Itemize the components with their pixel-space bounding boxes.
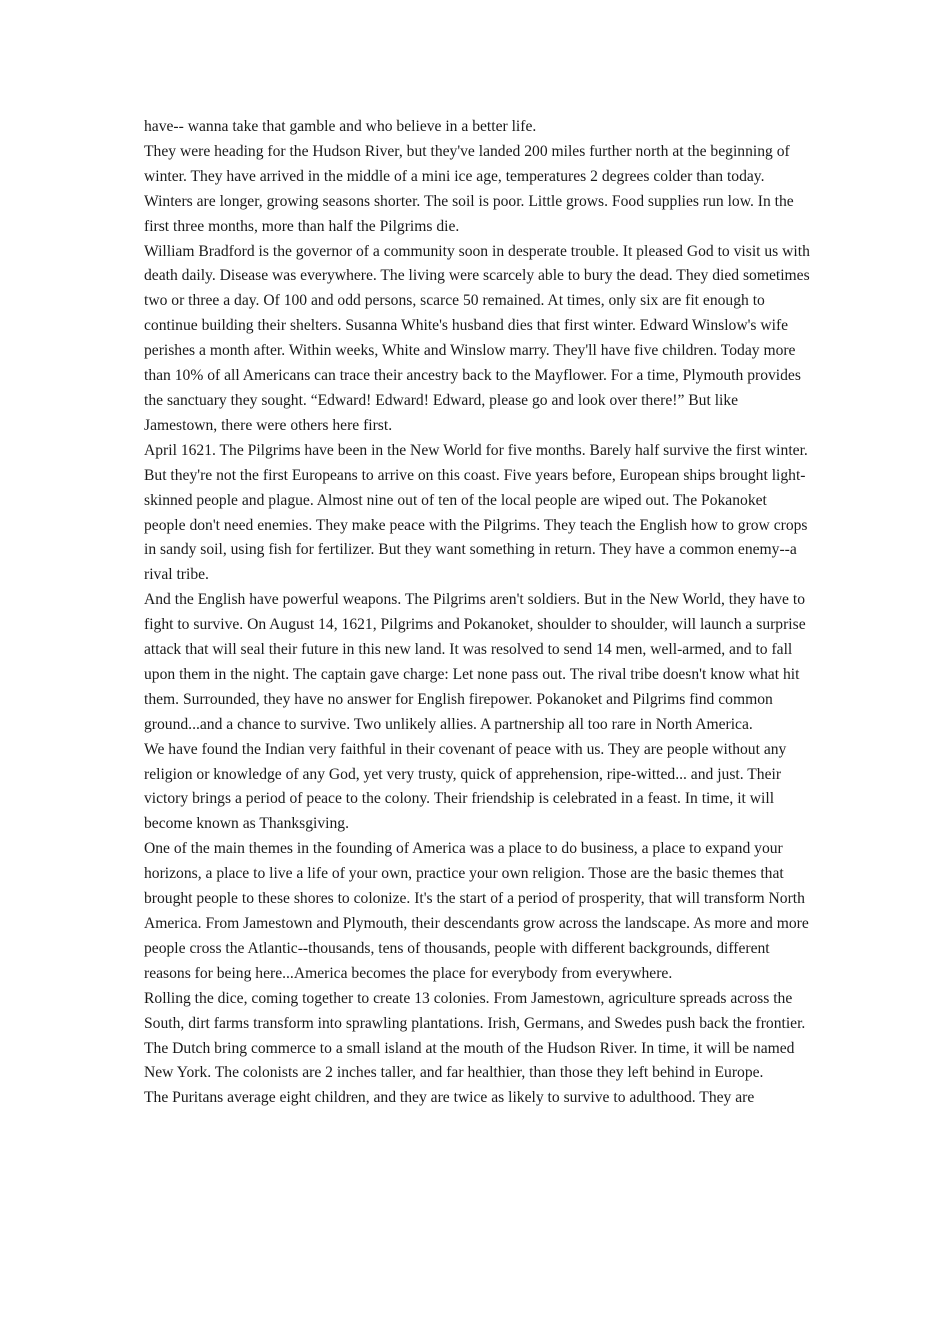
paragraph-9: Rolling the dice, coming together to create 13 colonies. From Jamestown, agriculture spreads across the South, dirt farms transform into sprawling plantations. Irish, Germans, and Swedes push back the frontier. The Dutch bring commerce to a small island at the mouth of the Hudson River. In time, it will be named New York. The colonists are 2 inches taller, and far healthier, than those they left behind in Europe. <box>144 989 806 1082</box>
paragraph-6: And the English have powerful weapons. The Pilgrims aren't soldiers. But in the New World, they have to fight to survive. On August 14, 1621, Pilgrims and Pokanoket, shoulder to shoulder, will launch a surprise attack that will seal their future in this new land. It was resolved to send 14 men, well-armed, and to fall upon them in the night. The captain gave charge: Let none pass out. The rival tribe doesn't know what hit them. Surrounded, they have no answer for English firepower. Pokanoket and Pilgrims find common ground...and a chance to survive. Two unlikely allies. A partnership all too rare in North America. <box>144 591 806 733</box>
paragraph-2: They were heading for the Hudson River, but they've landed 200 miles further north at the beginning of winter. They have arrived in the middle of a mini ice age, temperatures 2 degrees colder than today. Winters are longer, growing seasons shorter. The soil is poor. Little grows. Food supplies run low. In the first three months, more than half the Pilgrims die. <box>144 142 794 235</box>
paragraph-4: April 1621. The Pilgrims have been in the New World for five months. Barely half survive the first winter. <box>144 441 808 459</box>
paragraph-8: One of the main themes in the founding of America was a place to do business, a place to expand your horizons, a place to live a life of your own, practice your own religion. Those are the basic themes that brought people to these shores to colonize. It's the start of a period of prosperity, that will transform North America. From Jamestown and Plymouth, their descendants grow across the landscape. As more and more people cross the Atlantic--thousands, tens of thousands, people with different backgrounds, different reasons for being here...America becomes the place for everybody from everywhere. <box>144 840 809 982</box>
paragraph-3: William Bradford is the governor of a community soon in desperate trouble. It pleased God to visit us with death daily. Disease was everywhere. The living were scarcely able to bury the dead. They died sometimes two or three a day. Of 100 and odd persons, scarce 50 remained. At times, only six are fit enough to continue building their shelters. Susanna White's husband dies that first winter. Edward Winslow's wife perishes a month after. Within weeks, White and Winslow marry. They'll have five children. Today more than 10% of all Americans can trace their ancestry back to the Mayflower. For a time, Plymouth provides the sanctuary they sought. “Edward! Edward! Edward, please go and look over there!” But like Jamestown, there were others here first. <box>144 242 810 434</box>
paragraph-5: But they're not the first Europeans to arrive on this coast. Five years before, European ships brought light-skinned people and plague. Almost nine out of ten of the local people are wiped out. The Pokanoket people don't need enemies. They make peace with the Pilgrims. They teach the English how to grow crops in sandy soil, using fish for fertilizer. But they want something in return. They have a common enemy--a rival tribe. <box>144 466 808 584</box>
document-page <box>144 115 812 1111</box>
paragraph-1: have-- wanna take that gamble and who believe in a better life. <box>144 118 537 135</box>
paragraph-7: We have found the Indian very faithful in their covenant of peace with us. They are people without any religion or knowledge of any God, yet very trusty, quick of apprehension, ripe-witted... and just. Their victory brings a period of peace to the colony. Their friendship is celebrated in a feast. In time, it will become known as Thanksgiving. <box>144 740 787 833</box>
paragraph-10: The Puritans average eight children, and they are twice as likely to survive to adulthood. They are <box>144 1089 755 1107</box>
